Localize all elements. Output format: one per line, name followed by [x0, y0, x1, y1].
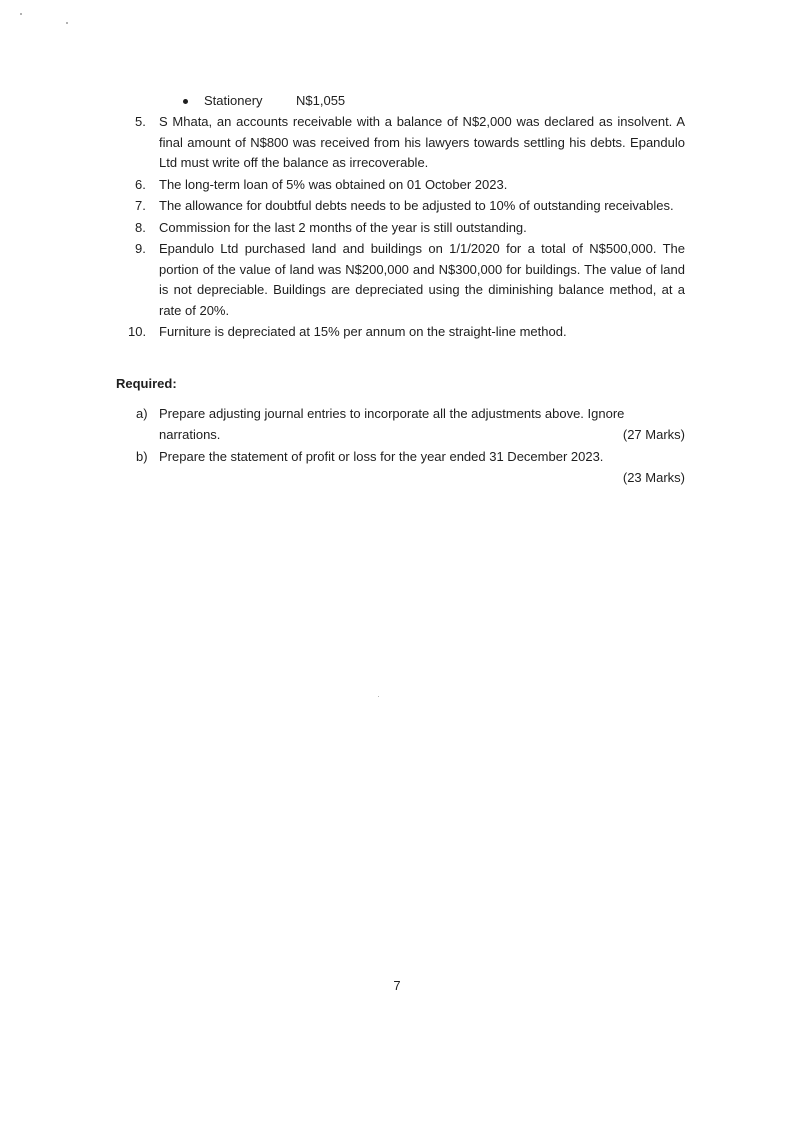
bullet-amount: N$1,055: [296, 93, 346, 108]
item-text: Commission for the last 2 months of the year is still outstanding.: [159, 219, 527, 235]
required-item-a: [0, 404, 685, 445]
adjustments-list: [0, 112, 794, 344]
required-item-b: [0, 447, 685, 488]
item-number: 6.: [135, 176, 146, 192]
item-number: 5.: [135, 114, 146, 129]
item-text: Epandulo Ltd purchased land and buildings on 1/1/2020 for a total of N$500,000. The portion of the value of land was N$200,000 and N$300,000 for buildings. The value of land is not depreciable. Buildings are depreciated using the diminishing balance method, at a rate of 20%.: [159, 241, 685, 318]
list-item: [0, 218, 685, 239]
item-number: 9.: [135, 241, 146, 256]
item-number: 10.: [128, 324, 147, 339]
scan-speck: [20, 13, 22, 15]
required-list: [0, 404, 794, 490]
item-text: S Mhata, an accounts receivable with a balance of N$2,000 was declared as insolvent. A final amount of N$800 was received from his lawyers towards settling his debts. Epandulo Ltd must write off the balance as irrecoverable.: [159, 114, 685, 170]
page-number: 7: [393, 978, 401, 993]
stationery-bullet: [183, 91, 345, 112]
item-letter: a): [136, 406, 148, 421]
required-heading: Required:: [116, 376, 177, 391]
bullet-label: Stationery: [204, 93, 263, 108]
item-letter: b): [136, 449, 148, 464]
scan-speck: [378, 696, 379, 697]
list-item: [0, 239, 685, 321]
list-item: [0, 112, 685, 174]
bullet-dot-icon: [183, 99, 188, 104]
scan-speck: [66, 22, 68, 24]
item-number: 7.: [135, 198, 146, 213]
item-text: Furniture is depreciated at 15% per annum on the straight-line method.: [159, 324, 567, 339]
marks-label: (27 Marks): [622, 426, 685, 442]
list-item: [0, 196, 685, 217]
marks-label: (23 Marks): [622, 469, 685, 485]
item-text: The long-term loan of 5% was obtained on 01 October 2023.: [159, 176, 508, 192]
required-marks-line: [159, 425, 685, 446]
item-number: 8.: [135, 219, 146, 235]
required-text: Prepare adjusting journal entries to incorporate all the adjustments above. Ignore: [159, 406, 625, 421]
list-item: [0, 322, 685, 343]
required-text-continued: narrations.: [159, 426, 221, 442]
required-text: Prepare the statement of profit or loss for the year ended 31 December 2023.: [159, 449, 604, 464]
item-text: The allowance for doubtful debts needs to be adjusted to 10% of outstanding receivables.: [159, 198, 674, 213]
list-item: [0, 175, 685, 196]
